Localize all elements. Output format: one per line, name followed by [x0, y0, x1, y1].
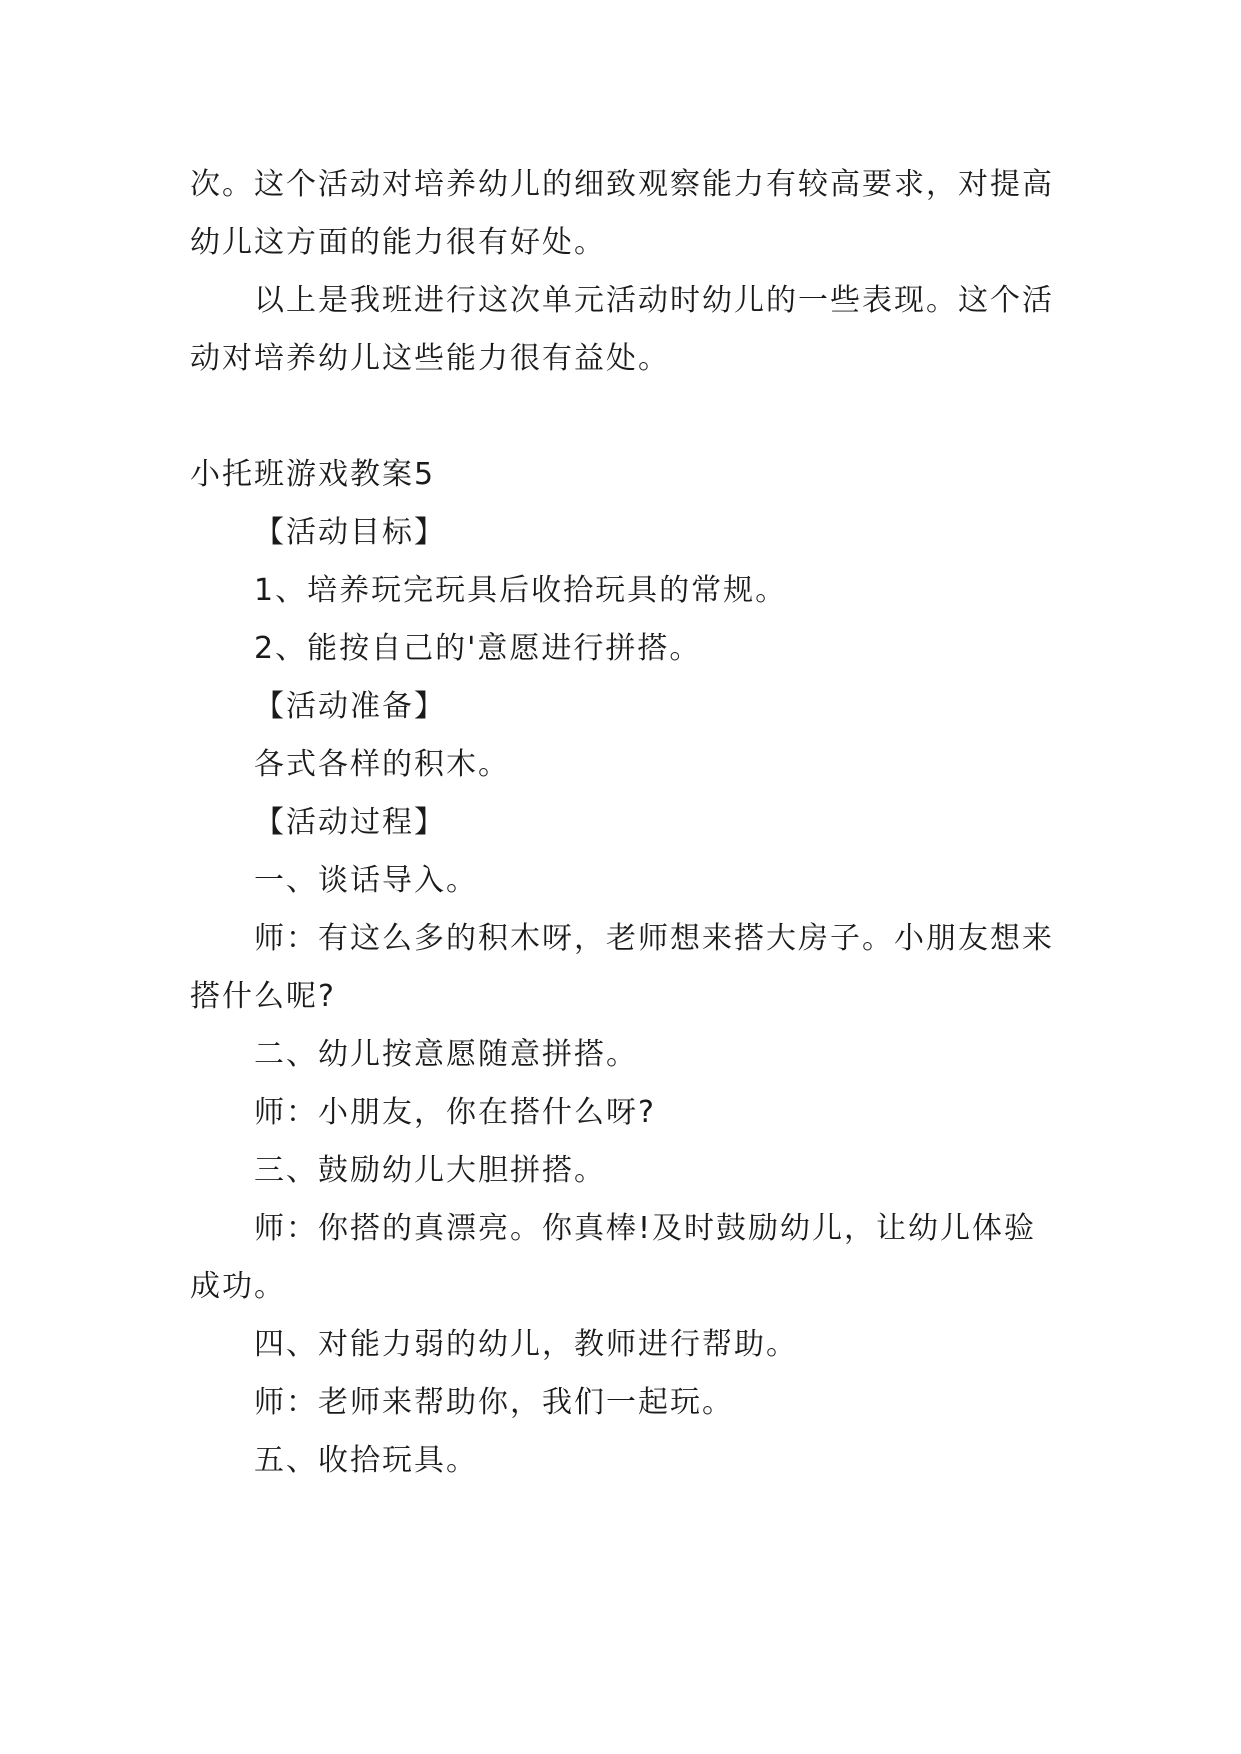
- heading-process: 【活动过程】: [254, 805, 446, 840]
- preparation-item: 各式各样的积木。: [254, 747, 510, 782]
- process-step: 一、谈话导入。: [254, 863, 478, 898]
- section-spacer: [190, 388, 1060, 446]
- objective-item: 2、能按自己的'意愿进行拼搭。: [254, 631, 702, 666]
- process-step: 四、对能力弱的幼儿，教师进行帮助。: [254, 1327, 798, 1362]
- heading-preparation: 【活动准备】: [254, 689, 446, 724]
- document-body: [190, 156, 1060, 1490]
- process-step: 五、收拾玩具。: [254, 1443, 478, 1478]
- heading-objectives: 【活动目标】: [254, 515, 446, 550]
- teacher-dialogue: 师：老师来帮助你，我们一起玩。: [254, 1385, 734, 1420]
- teacher-dialogue: 师：你搭的真漂亮。你真棒!及时鼓励幼儿，让幼儿体验成功。: [190, 1211, 1037, 1304]
- teacher-dialogue: 师：小朋友，你在搭什么呀?: [254, 1095, 656, 1130]
- section-title: 小托班游戏教案5: [190, 457, 436, 492]
- teacher-dialogue: 师：有这么多的积木呀，老师想来搭大房子。小朋友想来搭什么呢?: [190, 921, 1054, 1014]
- paragraph-continued: 次。这个活动对培养幼儿的细致观察能力有较高要求，对提高幼儿这方面的能力很有好处。: [190, 167, 1054, 260]
- objective-item: 1、培养玩完玩具后收拾玩具的常规。: [254, 573, 788, 608]
- process-step: 二、幼儿按意愿随意拼搭。: [254, 1037, 638, 1072]
- process-step: 三、鼓励幼儿大胆拼搭。: [254, 1153, 606, 1188]
- paragraph-summary: 以上是我班进行这次单元活动时幼儿的一些表现。这个活动对培养幼儿这些能力很有益处。: [190, 283, 1054, 376]
